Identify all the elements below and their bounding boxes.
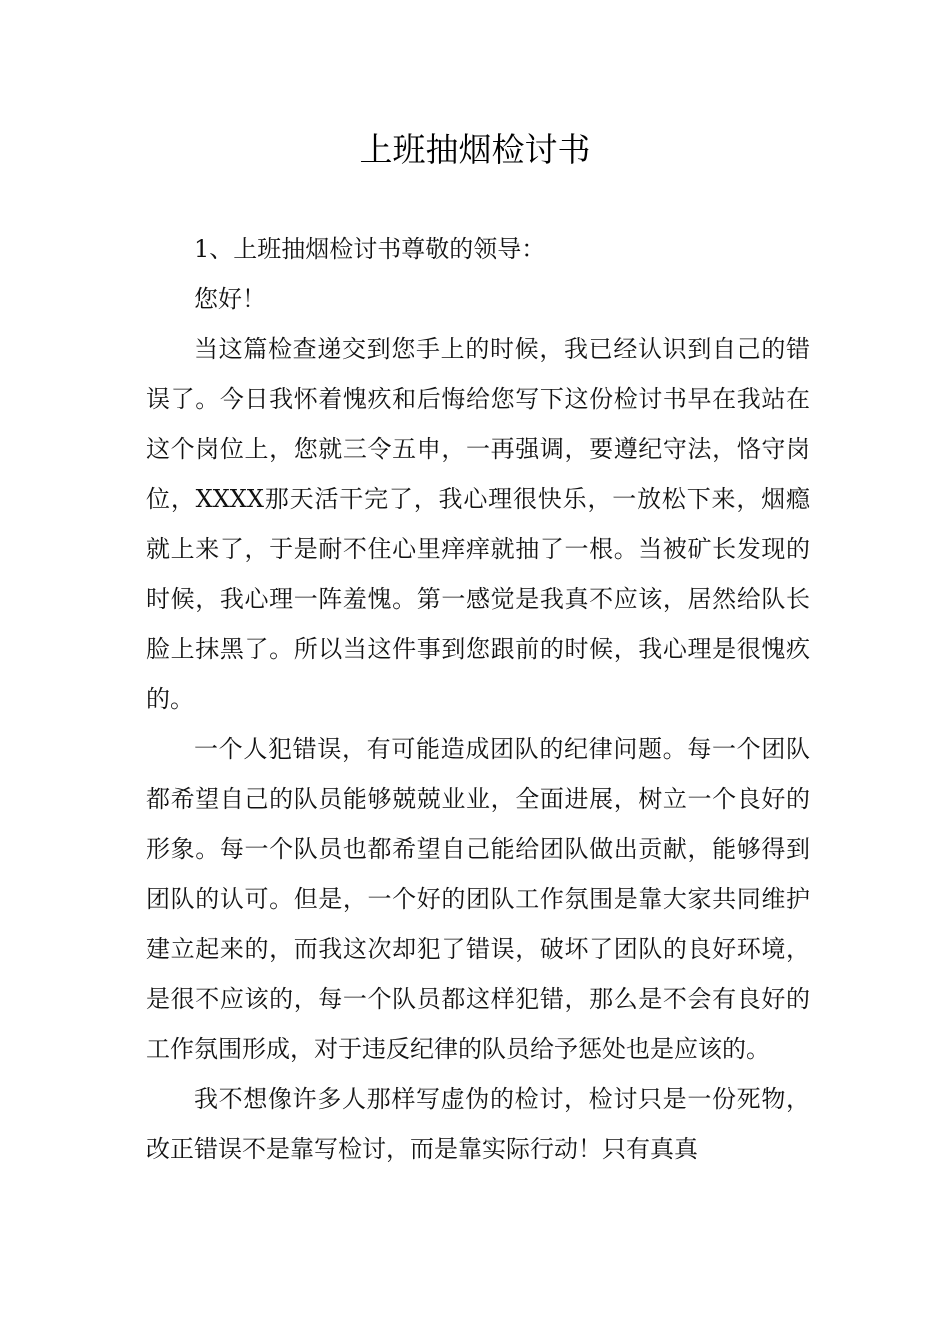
salutation-line: 1、上班抽烟检讨书尊敬的领导：: [194, 235, 546, 263]
document-title: 上班抽烟检讨书: [359, 130, 591, 169]
body-paragraph: 当这篇检查递交到您手上的时候，我已经认识到自己的错误了。今日我怀着愧疚和后悔给您写下这份检讨书早在我站在这个岗位上，您就三令五申，一再强调，要遵纪守法，恪守岗位，XXXX那天活干完了，我心理很快乐，一放松下来，烟瘾就上来了，于是耐不住心里痒痒就抽了一根。当被矿长发现的时候，我心理一阵羞愧。第一感觉是我真不应该，居然给队长脸上抹黑了。所以当这件事到您跟前的时候，我心理是很愧疚的。: [146, 335, 810, 713]
body-paragraph: 一个人犯错误，有可能造成团队的纪律问题。每一个团队都希望自己的队员能够兢兢业业，全面进展，树立一个良好的形象。每一个队员也都希望自己能给团队做出贡献，能够得到团队的认可。但是，一个好的团队工作氛围是靠大家共同维护建立起来的，而我这次却犯了错误，破坏了团队的良好环境，是很不应该的，每一个队员都这样犯错，那么是不会有良好的工作氛围形成，对于违反纪律的队员给予惩处也是应该的。: [146, 735, 810, 1063]
body-paragraph: 我不想像许多人那样写虚伪的检讨，检讨只是一份死物，改正错误不是靠写检讨，而是靠实际行动！只有真真: [146, 1085, 810, 1163]
greeting-line: 您好！: [194, 285, 266, 313]
document-body: [146, 224, 810, 1174]
